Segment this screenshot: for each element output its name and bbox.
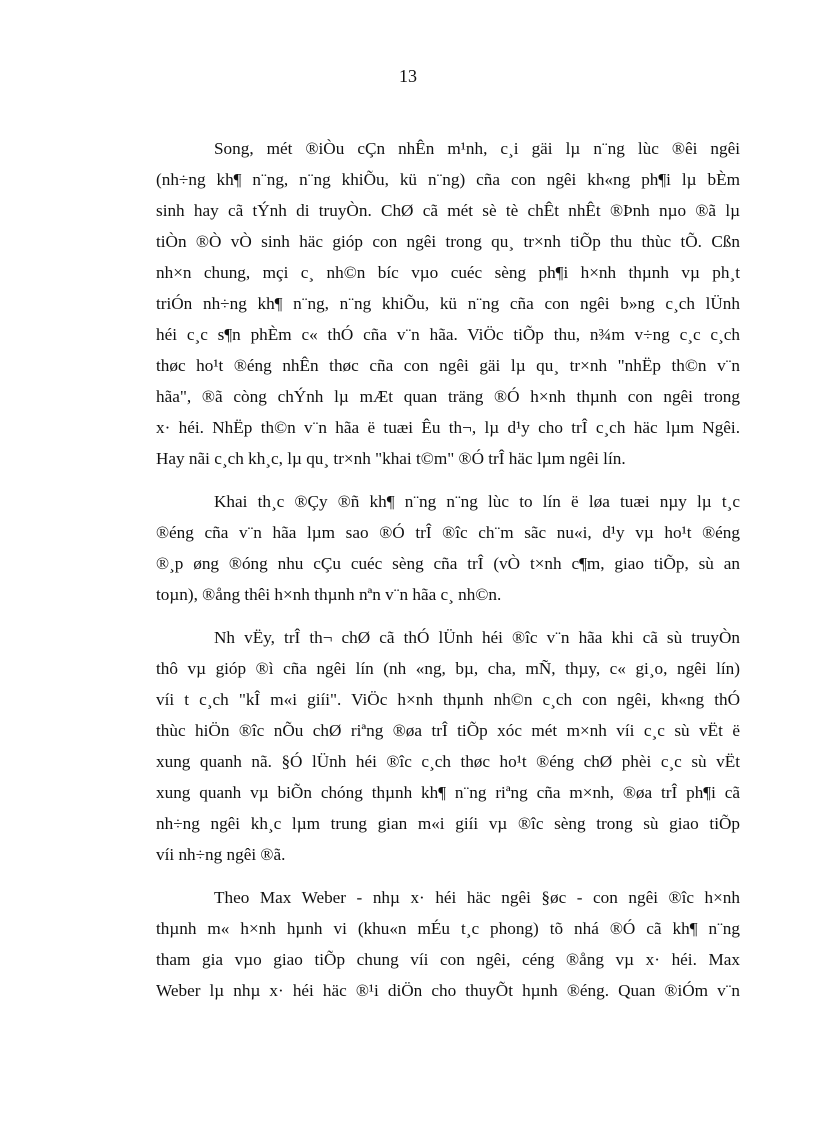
text-line: thùc hiÖn ®îc nÕu chØ riªng ®øa trÎ tiÕp xóc mét m×nh víi c¸c sù vËt ë [156, 721, 740, 740]
paragraph-4 [156, 882, 740, 1006]
text-line: thøc ho¹t ®éng nhÊn thøc cña con ngêi gäi lµ qu¸ tr×nh "nhËp th©n v¨n [156, 356, 740, 375]
text-line: triÓn nh÷ng kh¶ n¨ng, n¨ng khiÕu, kü n¨ng cña con ngêi b»ng c¸ch lÜnh [156, 294, 740, 313]
text-line: tiÒn ®Ò vÒ sinh häc gióp con ngêi trong qu¸ tr×nh tiÕp thu thùc tÕ. Cßn [156, 232, 740, 251]
text-line: héi c¸c s¶n phÈm c« thÓ cña v¨n hãa. ViÖc tiÕp thu, n¾m v÷ng c¸c c¸ch [156, 325, 740, 344]
paragraph-1 [156, 133, 740, 474]
text-line: xung quanh vµ biÕn chóng thµnh kh¶ n¨ng riªng cña m×nh, ®øa trÎ ph¶i cã [156, 783, 740, 802]
text-line: víi t c¸ch "kÎ m«i giíi". ViÖc h×nh thµnh nh©n c¸ch con ngêi, kh«ng thÓ [156, 690, 740, 709]
text-line: toµn), ®ång thêi h×nh thµnh nªn v¨n hãa c¸ nh©n. [156, 585, 502, 604]
text-line: sinh hay cã tÝnh di truyÒn. ChØ cã mét sè tè chÊt nhÊt ®Þnh nµo ®ã lµ [156, 201, 740, 220]
text-line: Khai th¸c ®Çy ®ñ kh¶ n¨ng n¨ng lùc to lín ë løa tuæi nµy lµ t¸c [214, 492, 740, 511]
text-line: hãa", ®ã còng chÝnh lµ mÆt quan träng ®Ó h×nh thµnh con ngêi trong [156, 387, 740, 406]
text-line: nh÷ng ngêi kh¸c lµm trung gian m«i giíi vµ ®îc sèng trong sù giao tiÕp [156, 814, 740, 833]
text-line: thµnh m« h×nh hµnh vi (khu«n mÉu t¸c phong) tõ nhá ®Ó cã kh¶ n¨ng [156, 919, 740, 938]
text-line: Theo Max Weber - nhµ x· héi häc ngêi §øc - con ngêi ®îc h×nh [214, 888, 740, 907]
text-line: xung quanh nã. §Ó lÜnh héi ®îc c¸ch thøc ho¹t ®éng chØ phèi c¸c sù vËt [156, 752, 740, 771]
text-line: (nh÷ng kh¶ n¨ng, n¨ng khiÕu, kü n¨ng) cña con ngêi kh«ng ph¶i lµ bÈm [156, 170, 740, 189]
text-line: nh×n chung, mçi c¸ nh©n bíc vµo cuéc sèng ph¶i h×nh thµnh vµ ph¸t [156, 263, 740, 282]
text-line: x· héi. NhËp th©n v¨n hãa ë tuæi Êu th¬, lµ d¹y cho trÎ c¸ch häc lµm Ngêi. [156, 418, 740, 437]
text-line: tham gia vµo giao tiÕp chung víi con ngêi, céng ®ång vµ x· héi. Max [156, 950, 740, 969]
text-line: Weber lµ nhµ x· héi häc ®¹i diÖn cho thuyÕt hµnh ®éng. Quan ®iÓm v¨n [156, 981, 740, 1000]
paragraph-3 [156, 622, 740, 870]
text-line: Song, mét ®iÒu cÇn nhÊn m¹nh, c¸i gäi lµ n¨ng lùc ®êi ngêi [214, 139, 740, 158]
paragraph-2 [156, 486, 740, 610]
body-text [156, 133, 740, 1006]
page-number: 13 [399, 66, 417, 86]
text-line: Nh vËy, trÎ th¬ chØ cã thÓ lÜnh héi ®îc v¨n hãa khi cã sù truyÒn [214, 628, 740, 647]
text-line: víi nh÷ng ngêi ®ã. [156, 845, 286, 864]
text-line: ®¸p øng ®óng nhu cÇu cuéc sèng cña trÎ (vÒ t×nh c¶m, giao tiÕp, sù an [156, 554, 740, 573]
text-line: Hay nãi c¸ch kh¸c, lµ qu¸ tr×nh "khai t©m" ®Ó trÎ häc lµm ngêi lín. [156, 449, 626, 468]
text-line: thô vµ gióp ®ì cña ngêi lín (nh «ng, bµ, cha, mÑ, thµy, c« gi¸o, ngêi lín) [156, 659, 740, 678]
text-line: ®éng cña v¨n hãa lµm sao ®Ó trÎ ®îc ch¨m sãc nu«i, d¹y vµ ho¹t ®éng [156, 523, 740, 542]
